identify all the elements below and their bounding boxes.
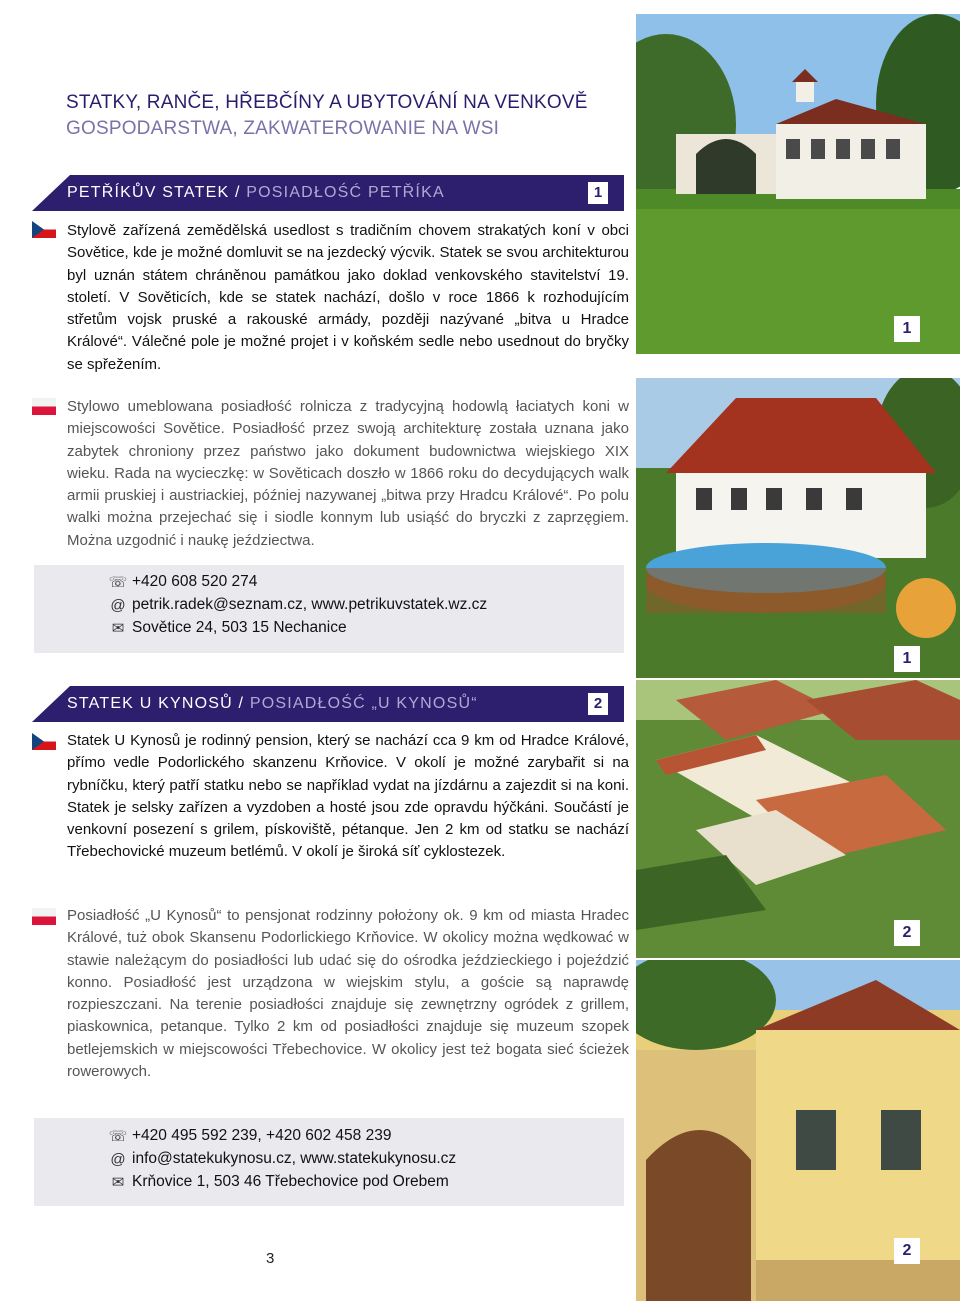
photo-2-badge: 1	[894, 646, 920, 672]
photo-white-house-pool	[636, 378, 960, 678]
section-1-phone: ☏ +420 608 520 274	[108, 573, 258, 591]
envelope-icon: ✉	[111, 620, 125, 637]
section-1-title: PETŘÍKŮV STATEK / POSIADŁOŚĆ PETŘÍKA	[67, 184, 445, 201]
section-2-number-badge: 2	[588, 693, 608, 715]
section-2-title: STATEK U KYNOSŮ / POSIADŁOŚĆ „U KYNOSŮ“	[67, 695, 478, 712]
section-2-address: ✉ Krňovice 1, 503 46 Třebechovice pod Orebem	[108, 1173, 449, 1191]
section-2-text-cz: Statek U Kynosů je rodinný pension, který se nachází cca 9 km od Hradce Králové, přímo vedle Podorlického skanzenu Krňovice. V okolí je možné zarybařit si na rybníčku, který patří statku nebo se například vydat na jízdárnu a zajezdit si na koni. Statek je selsky zařízen a vyzdoben a hosté jsou zde opravdu hýčkáni. Součástí je venkovní posezení s grilem, pískoviště, pétanque. Jen 2 km od statku se nachází Třebechovické muzeum betlémů. V okolí je široká síť cyklostezek.	[67, 732, 629, 861]
phone-icon: ☏	[108, 1128, 128, 1145]
photo-1-badge: 1	[894, 316, 920, 342]
section-1-text-pl: Stylowo umeblowana posiadłość rolnicza z tradycyjną hodowlą łaciatych koni w miejscowości Sovětice. Posiadłość przez swoją architekturę została uznana jako zabytek chroniony przez państwo jako dokument budownictwa wiejskiego XIX wieku. Rada na wycieczkę: w Sověticach doszło w 1866 roku do decydujących walk armii pruskiej i austriackiej, później nazywanej „bitwa przy Hradcu Králové“. Po polu walki można przejechać się i siodle konnym lub usiąść do bryczki z zaprzęgiem. Można uzgodnić i naukę jeździectwa.	[67, 398, 629, 549]
page-number: 3	[266, 1250, 275, 1267]
czech-flag-icon	[32, 221, 56, 238]
photo-3-badge: 2	[894, 920, 920, 946]
section-1-text-cz: Stylově zařízená zemědělská usedlost s tradičním chovem strakatých koní v obci Sovětice, kde je možné domluvit se na jezdecký výcvik. Statek se svou architekturou byl uznán státem chráněnou památkou jako doklad venkovského stavitelství 19. století. V Sověticích, kde se statek nachází, došlo v roce 1866 k rozhodujícím střetům vojsk pruské a rakouské armády, později nazývané „bitva u Hradce Králové“. Válečné pole je možné projet i v koňském sedle nebo usednout do bryčky se spřežením.	[67, 222, 629, 373]
photo-farmhouse	[636, 14, 960, 354]
photo-yellow-house	[636, 960, 960, 1301]
at-icon: @	[110, 1150, 126, 1168]
page-title: STATKY, RANČE, HŘEBČÍNY A UBYTOVÁNÍ NA VENKOVĚ	[66, 92, 588, 113]
polish-flag-icon	[32, 398, 56, 415]
envelope-icon: ✉	[111, 1174, 125, 1191]
section-2-phone: ☏ +420 495 592 239, +420 602 458 239	[108, 1127, 392, 1145]
at-icon: @	[110, 596, 126, 614]
page-subtitle: GOSPODARSTWA, ZAKWATEROWANIE NA WSI	[66, 118, 500, 139]
section-1-email: @ petrik.radek@seznam.cz, www.petrikuvstatek.wz.cz	[108, 596, 487, 614]
section-2-text-pl: Posiadłość „U Kynosů“ to pensjonat rodzinny położony ok. 9 km od miasta Hradec Králové, tuż obok Skansenu Podorlickiego Krňovice. W okolicy można wędkować w stawie należącym do posiadłości lub udać się do ośrodka jeździeckiego i pojeździć konno. Posiadłość jest urządzona w wiejskim stylu, a goście są naprawdę rozpieszczani. Na terenie posiadłości znajduje się zewnętrzny ogródek z grillem, piaskownica, petanque. Tylko 2 km od posiadłości znajduje się muzeum szopek betlejemskich w miejscowości Třebechovice. W okolicy jest też bogata sieć ścieżek rowerowych.	[67, 907, 629, 1081]
photo-4-badge: 2	[894, 1238, 920, 1264]
czech-flag-icon	[32, 733, 56, 750]
section-2-email: @ info@statekukynosu.cz, www.statekukynosu.cz	[108, 1150, 456, 1168]
section-1-number-badge: 1	[588, 182, 608, 204]
section-1-address: ✉ Sovětice 24, 503 15 Nechanice	[108, 619, 347, 637]
photo-aerial-farm	[636, 680, 960, 958]
polish-flag-icon	[32, 908, 56, 925]
phone-icon: ☏	[108, 574, 128, 591]
